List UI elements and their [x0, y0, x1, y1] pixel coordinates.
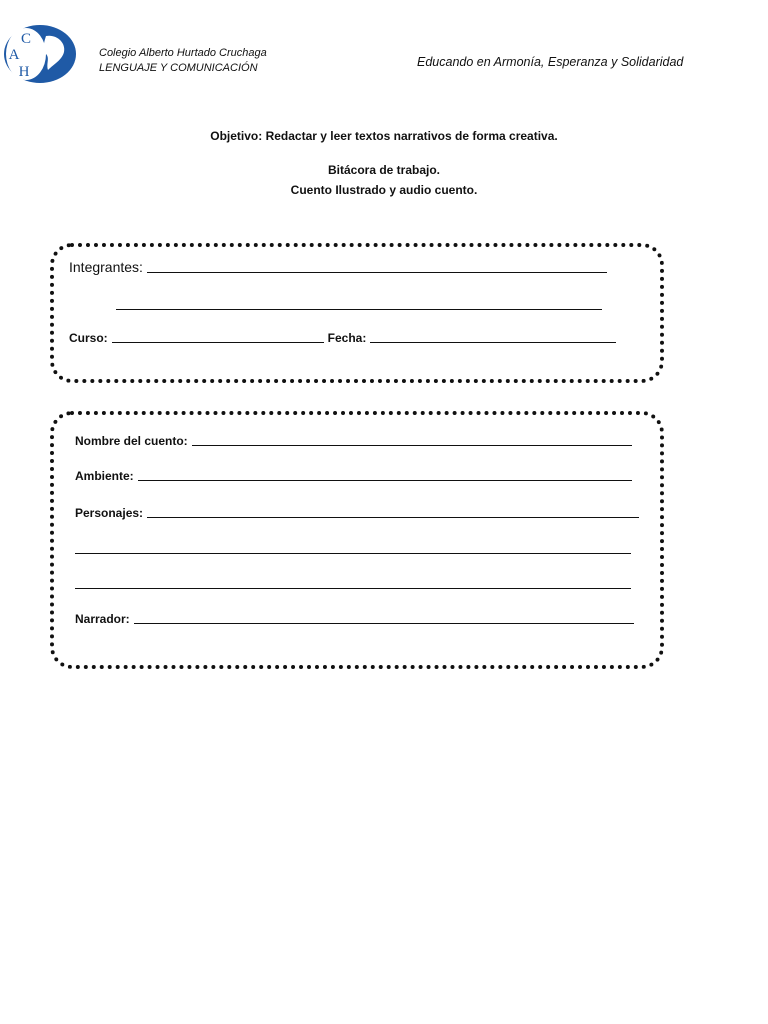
document-subtitle: Cuento Ilustrado y audio cuento. [290, 183, 478, 197]
personajes-line-2[interactable] [75, 553, 631, 554]
personajes-line[interactable] [147, 516, 639, 518]
personajes-label: Personajes: [75, 506, 144, 520]
fecha-label: Fecha: [327, 331, 367, 345]
nombre-cuento-label: Nombre del cuento: [75, 434, 188, 448]
school-header [99, 46, 267, 76]
logo-letter-h: H [18, 64, 30, 80]
logo-letter-c: C [20, 31, 32, 47]
narrador-label: Narrador: [75, 612, 130, 626]
objective-text: Objetivo: Redactar y leer textos narrativos de forma creativa. [210, 129, 558, 143]
personajes-field[interactable] [75, 506, 639, 520]
integrantes-line[interactable] [147, 271, 607, 273]
document-title: Bitácora de trabajo. [327, 163, 441, 177]
narrador-line[interactable] [134, 622, 634, 624]
fecha-line[interactable] [370, 341, 616, 343]
nombre-cuento-line[interactable] [192, 444, 632, 446]
integrantes-second-line[interactable] [116, 309, 602, 310]
curso-field[interactable] [69, 331, 616, 345]
curso-line[interactable] [112, 341, 324, 343]
ambiente-line[interactable] [138, 479, 632, 481]
nombre-cuento-field[interactable] [75, 434, 632, 448]
integrantes-label: Integrantes: [69, 259, 143, 275]
subject-name: LENGUAJE Y COMUNICACIÓN [99, 62, 258, 74]
curso-label: Curso: [69, 331, 108, 345]
school-motto: Educando en Armonía, Esperanza y Solidaridad [417, 55, 684, 69]
ambiente-field[interactable] [75, 469, 632, 483]
personajes-line-3[interactable] [75, 588, 631, 589]
narrador-field[interactable] [75, 612, 634, 626]
ambiente-label: Ambiente: [75, 469, 134, 483]
school-name: Colegio Alberto Hurtado Cruchaga [99, 47, 267, 59]
school-logo-icon [2, 24, 76, 84]
story-info-box [50, 411, 664, 669]
integrantes-field[interactable] [69, 259, 607, 275]
logo-letter-a: A [8, 47, 20, 63]
